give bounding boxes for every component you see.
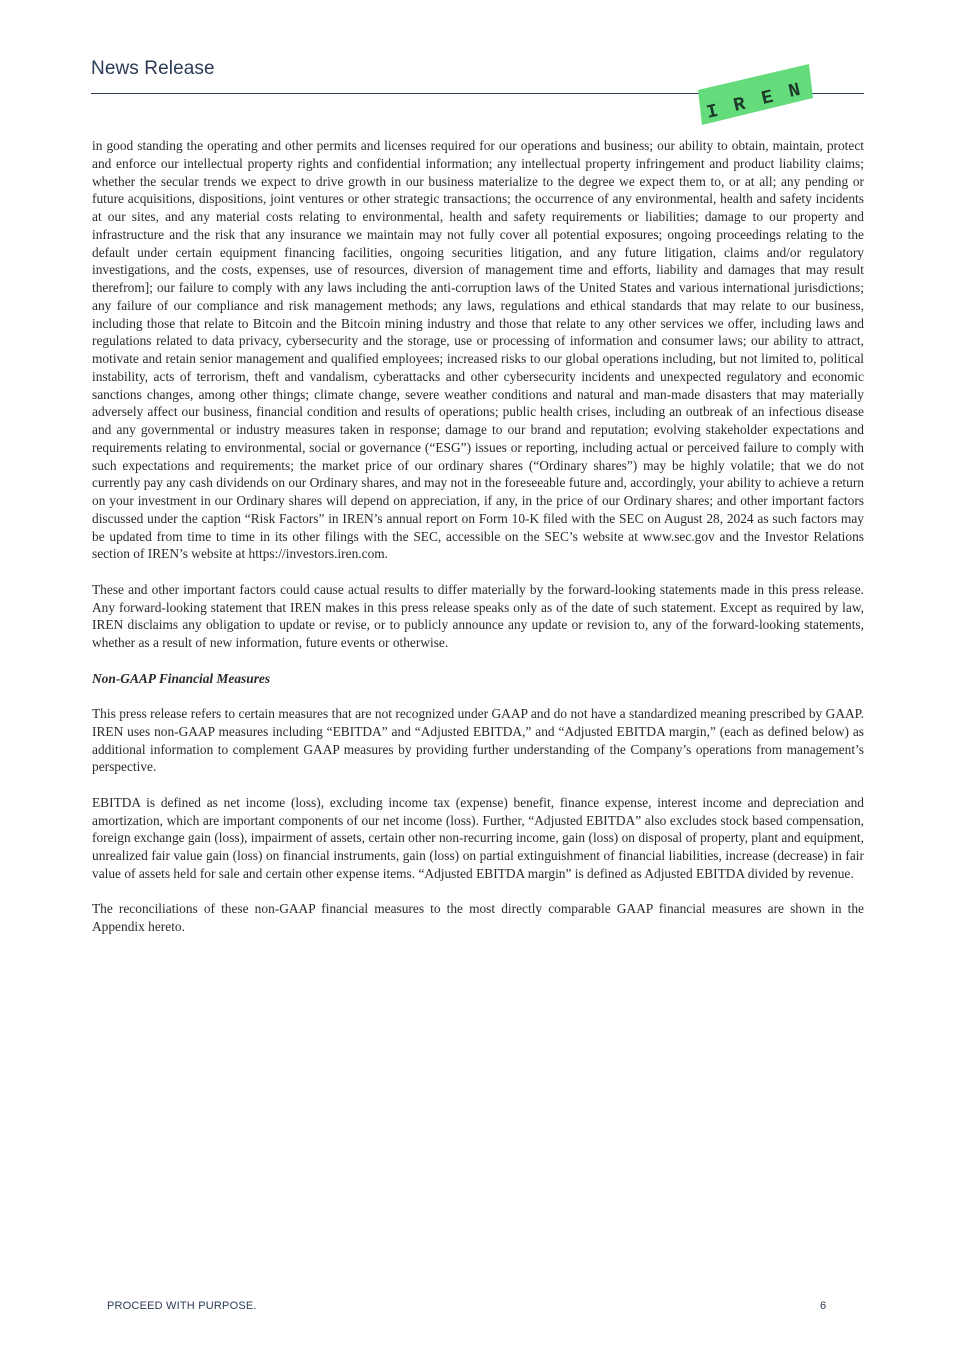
logo-letter-i: I (704, 99, 721, 124)
page-number: 6 (820, 1300, 827, 1312)
forward-looking-disclaimer-paragraph: These and other important factors could cause actual results to differ materially by the forward-looking statements made in this press release. Any forward-looking statement that IREN makes in this press release speaks only as of the date of such statement. Except as required by law, IREN disclaims any obligation to update or revise, or to publicly announce any update or revision to, any of the forward-looking statements, whether as a result of new information, future events or otherwise. (92, 581, 864, 650)
logo-letter-r: R (731, 92, 748, 117)
reconciliation-paragraph: The reconciliations of these non-GAAP financial measures to the most directly comparable GAAP financial measures are shown in the Appendix hereto. (92, 901, 864, 934)
press-release-body (92, 137, 864, 954)
non-gaap-intro-paragraph: This press release refers to certain measures that are not recognized under GAAP and do not have a standardized meaning prescribed by GAAP. IREN uses non-GAAP measures including “EBITDA” and “Adjusted EBITDA,” and “Adjusted EBITDA margin,” (each as defined below) as additional information to complement GAAP measures by providing further understanding of the Company’s operations from management’s perspective. (92, 706, 864, 775)
page-header-title: News Release (91, 58, 215, 79)
non-gaap-heading: Non-GAAP Financial Measures (92, 670, 271, 686)
footer-tagline: PROCEED WITH PURPOSE. (107, 1300, 257, 1312)
iren-logo (698, 64, 814, 126)
logo-letter-e: E (759, 85, 776, 110)
logo-letter-n: N (786, 78, 803, 103)
risk-factors-paragraph: in good standing the operating and other permits and licenses required for our operations and business; our ability to obtain, maintain, protect and enforce our intellectual property rights and confidential information; any intellectual property infringement and product liability claims; whether the secular trends we expect to drive growth in our business materialize to the degree we expect them to, or at all; any pending or future acquisitions, dispositions, joint ventures or other strategic transactions; the occurrence of any environmental, health and safety incidents at our sites, and any material costs relating to environmental, health and safety requirements or liabilities; damage to our property and infrastructure and the risk that any insurance we maintain may not fully cover all potential exposures; ongoing proceedings relating to the default under certain equipment financing facilities, ongoing securities litigation, and any future litigation, claims and/or regulatory investigations, and the costs, expenses, use of resources, diversion of management time and efforts, liability and damages that may result therefrom]; our failure to comply with any laws including the anti-corruption laws of the United States and various international jurisdictions; any failure of our compliance and risk management methods; any laws, regulations and ethical standards that may relate to our business, including those that relate to Bitcoin and the Bitcoin mining industry and those that relate to any other services we offer, including laws and regulations related to data privacy, cybersecurity and the storage, use or processing of information and consumer laws; our ability to attract, motivate and retain senior management and qualified employees; increased risks to our global operations including, but not limited to, political instability, acts of terrorism, theft and vandalism, cyberattacks and other cybersecurity incidents and unexpected regulatory and economic sanctions changes, among other things; climate change, severe weather conditions and natural and man-made disasters that may materially adversely affect our business, financial condition and results of operations; public health crises, including an outbreak of an infectious disease and any governmental or industry measures taken in response; damage to our brand and reputation; evolving stakeholder expectations and requirements relating to environmental, social or governance (“ESG”) issues or reporting, including actual or perceived failure to comply with such expectations and requirements; the market price of our ordinary shares (“Ordinary shares”) may be highly volatile; that we do not currently pay any cash dividends on our Ordinary shares, and may not in the foreseeable future and, accordingly, your ability to achieve a return on your investment in our Ordinary shares will depend on appreciation, if any, in the price of our Ordinary shares; and other important factors discussed under the caption “Risk Factors” in IREN’s annual report on Form 10-K filed with the SEC on August 28, 2024 as such factors may be updated from time to time in its other filings with the SEC, accessible on the SEC’s website at www.sec.gov and the Investor Relations section of IREN’s website at https://investors.iren.com. (92, 138, 864, 562)
iren-logo-graphic (698, 64, 814, 126)
ebitda-definition-paragraph: EBITDA is defined as net income (loss), excluding income tax (expense) benefit, finance expense, interest income and depreciation and amortization, which are important components of our net income (loss). Further, “Adjusted EBITDA” also excludes stock based compensation, foreign exchange gain (loss), impairment of assets, certain other non-recurring income, gain (loss) on disposal of property, plant and equipment, unrealized fair value gain (loss) on financial instruments, gain (loss) on partial extinguishment of financial liabilities, increase (decrease) in fair value of assets held for sale and certain other expense items. “Adjusted EBITDA margin” is defined as Adjusted EBITDA divided by revenue. (92, 794, 864, 881)
